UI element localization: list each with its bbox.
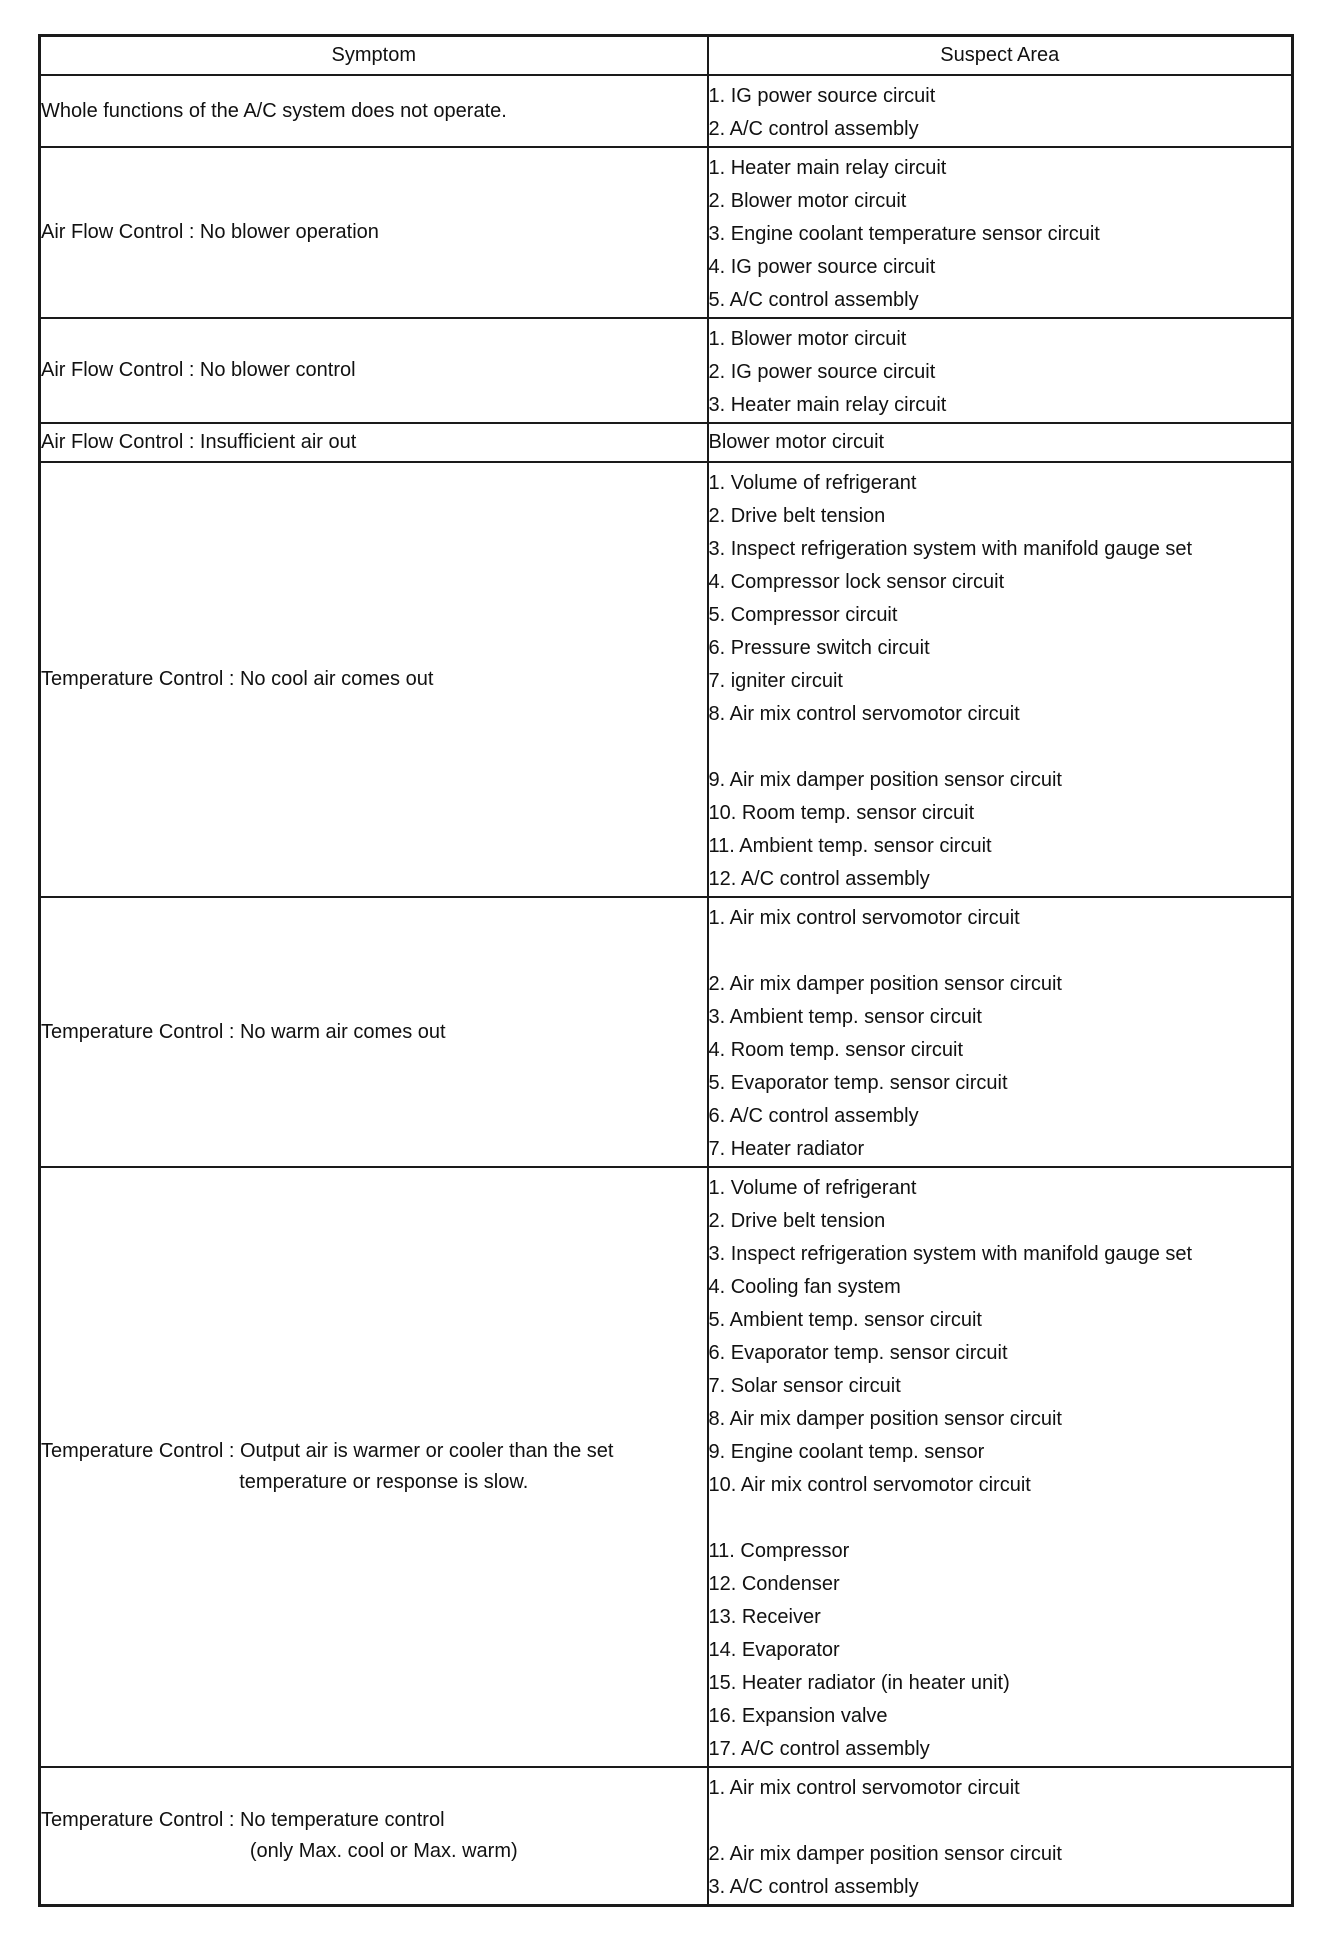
suspect-area-item: 1. Air mix control servomotor circuit [708, 907, 1020, 929]
suspect-area-spacer [709, 1805, 1292, 1838]
suspect-area-item: 5. Ambient temp. sensor circuit [708, 1309, 982, 1331]
suspect-area-item: 10. Air mix control servomotor circuit [708, 1474, 1031, 1496]
suspect-area-spacer [709, 1502, 1292, 1535]
table-header-row [40, 36, 1293, 76]
symptom-text: Temperature Control : No temperature control [41, 1809, 445, 1831]
suspect-area-item: 11. Ambient temp. sensor circuit [708, 835, 992, 857]
suspect-area-item: 7. Heater radiator [708, 1138, 865, 1160]
symptom-column-header: Symptom [40, 36, 708, 76]
suspect-area-column-header: Suspect Area [708, 36, 1293, 76]
suspect-area-item: 6. Pressure switch circuit [708, 637, 930, 659]
suspect-area-item: 5. Compressor circuit [708, 604, 898, 626]
suspect-area-item: 2. IG power source circuit [708, 361, 936, 383]
symptom-table [38, 34, 1294, 1907]
symptom-text: Temperature Control : No warm air comes out [41, 1020, 446, 1043]
table-row [40, 147, 1293, 318]
suspect-area-cell [708, 147, 1293, 318]
suspect-area-cell [708, 897, 1293, 1167]
suspect-area-item: 12. A/C control assembly [708, 868, 930, 890]
suspect-area-item: 6. Evaporator temp. sensor circuit [708, 1342, 1008, 1364]
symptom-cell [40, 462, 708, 897]
table-row [40, 1767, 1293, 1906]
suspect-area-item: 2. Air mix damper position sensor circuit [708, 973, 1062, 995]
suspect-area-item: 3. Inspect refrigeration system with manifold gauge set [708, 538, 1193, 560]
suspect-area-item: 3. Engine coolant temperature sensor circuit [708, 223, 1100, 245]
suspect-area-item: 4. Room temp. sensor circuit [708, 1039, 964, 1061]
table-body [40, 75, 1293, 1906]
suspect-area-item: 1. Volume of refrigerant [708, 1177, 917, 1199]
suspect-area-item: 1. Blower motor circuit [708, 328, 907, 350]
suspect-area-item: Blower motor circuit [708, 431, 885, 453]
suspect-area-cell [708, 423, 1293, 462]
symptom-text: Air Flow Control : No blower operation [41, 221, 379, 243]
suspect-area-item: 2. Drive belt tension [708, 505, 886, 527]
table-row [40, 462, 1293, 897]
suspect-area-cell [708, 1167, 1293, 1767]
symptom-cell [40, 1167, 708, 1767]
suspect-area-item: 13. Receiver [708, 1606, 821, 1628]
suspect-area-item: 10. Room temp. sensor circuit [708, 802, 975, 824]
symptom-text: temperature or response is slow. [239, 1471, 529, 1493]
suspect-area-item: 8. Air mix control servomotor circuit [708, 703, 1020, 725]
suspect-area-item: 1. IG power source circuit [708, 85, 936, 107]
suspect-area-item: 1. Volume of refrigerant [708, 472, 917, 494]
suspect-area-item: 5. A/C control assembly [708, 289, 919, 311]
symptom-text: Temperature Control : No cool air comes out [41, 668, 434, 690]
suspect-area-item: 2. Air mix damper position sensor circuit [708, 1843, 1062, 1865]
symptom-cell [40, 147, 708, 318]
symptom-text: Air Flow Control : No blower control [41, 359, 356, 381]
suspect-area-item: 2. Blower motor circuit [708, 190, 907, 212]
suspect-area-item: 4. IG power source circuit [708, 256, 936, 278]
suspect-area-item: 2. Drive belt tension [708, 1210, 886, 1232]
suspect-area-item: 6. A/C control assembly [708, 1105, 919, 1127]
table-row [40, 423, 1293, 462]
suspect-area-item: 7. igniter circuit [708, 670, 843, 692]
suspect-area-spacer [709, 935, 1292, 968]
symptom-cell [40, 897, 708, 1167]
suspect-area-item: 1. Heater main relay circuit [708, 157, 947, 179]
suspect-area-item: 3. Heater main relay circuit [708, 394, 947, 416]
symptom-cell [40, 423, 708, 462]
table-row [40, 75, 1293, 147]
suspect-area-cell [708, 1767, 1293, 1906]
suspect-area-cell [708, 318, 1293, 423]
table-row [40, 318, 1293, 423]
suspect-area-item: 3. A/C control assembly [708, 1876, 919, 1898]
troubleshooting-sheet [38, 34, 1291, 1907]
suspect-area-item: 3. Ambient temp. sensor circuit [708, 1006, 982, 1028]
symptom-text: Air Flow Control : Insufficient air out [41, 431, 357, 453]
suspect-area-item: 4. Cooling fan system [708, 1276, 901, 1298]
suspect-area-item: 11. Compressor [708, 1540, 850, 1562]
suspect-area-item: 8. Air mix damper position sensor circuit [708, 1408, 1062, 1430]
suspect-area-item: 9. Engine coolant temp. sensor [708, 1441, 985, 1463]
suspect-area-item: 16. Expansion valve [708, 1705, 888, 1727]
table-row [40, 897, 1293, 1167]
suspect-area-item: 5. Evaporator temp. sensor circuit [708, 1072, 1008, 1094]
suspect-area-item: 2. A/C control assembly [708, 118, 919, 140]
table-row [40, 1167, 1293, 1767]
suspect-area-item: 4. Compressor lock sensor circuit [708, 571, 1005, 593]
suspect-area-item: 9. Air mix damper position sensor circuit [708, 769, 1062, 791]
symptom-cell [40, 75, 708, 147]
suspect-area-item: 3. Inspect refrigeration system with manifold gauge set [708, 1243, 1193, 1265]
symptom-text: Temperature Control : Output air is warmer or cooler than the set [41, 1440, 614, 1462]
symptom-text: (only Max. cool or Max. warm) [249, 1840, 518, 1862]
suspect-area-item: 7. Solar sensor circuit [708, 1375, 901, 1397]
suspect-area-item: 17. A/C control assembly [708, 1738, 930, 1760]
suspect-area-spacer [709, 731, 1292, 764]
symptom-cell [40, 318, 708, 423]
suspect-area-item: 1. Air mix control servomotor circuit [708, 1777, 1020, 1799]
suspect-area-cell [708, 462, 1293, 897]
suspect-area-cell [708, 75, 1293, 147]
suspect-area-item: 14. Evaporator [708, 1639, 840, 1661]
symptom-cell [40, 1767, 708, 1906]
symptom-text: Whole functions of the A/C system does not operate. [41, 99, 507, 122]
suspect-area-item: 12. Condenser [708, 1573, 840, 1595]
suspect-area-item: 15. Heater radiator (in heater unit) [708, 1672, 1010, 1694]
